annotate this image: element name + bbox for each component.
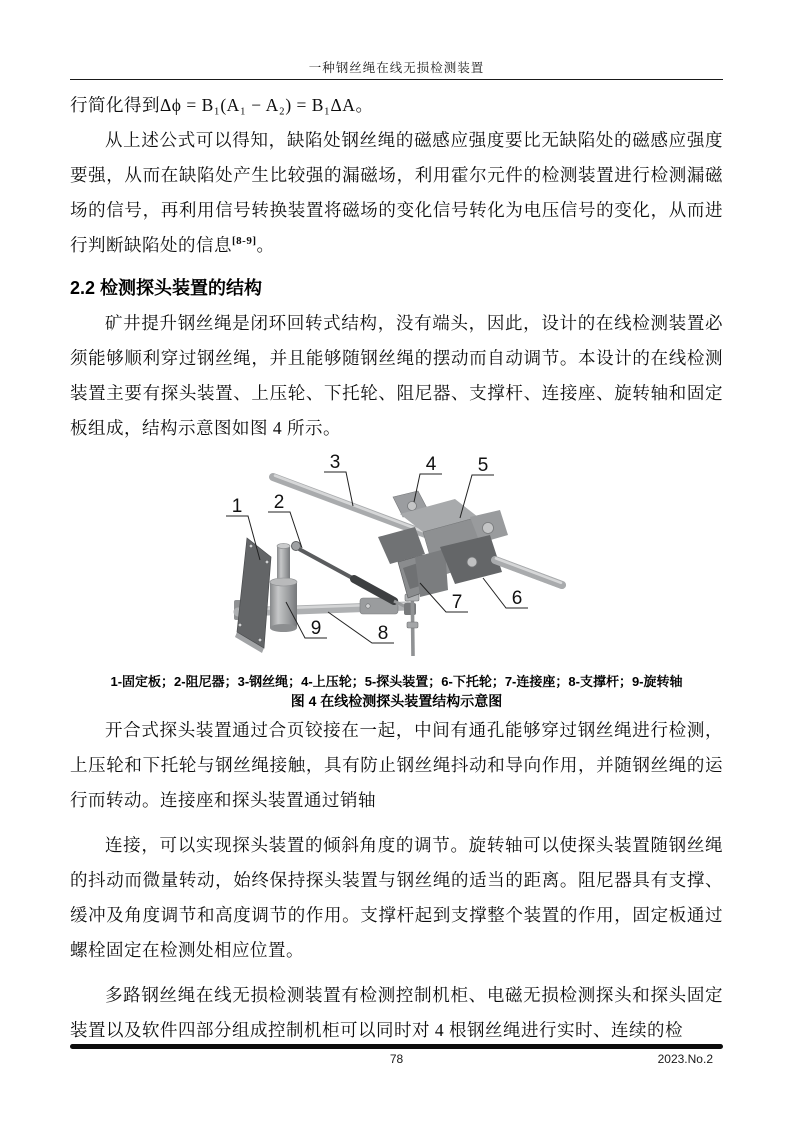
rotation-shaft-shape (270, 543, 297, 632)
callout-9: 9 (310, 618, 322, 639)
formula-end: 。 (355, 95, 374, 115)
paragraph-5: 多路钢丝绳在线无损检测装置有检测控制机柜、电磁无损检测探头和探头固定装置以及软件四部分组成控制机柜可以同时对 4 根钢丝绳进行实时、连续的检 (70, 985, 723, 1040)
callout-2: 2 (273, 492, 285, 513)
callout-3: 3 (329, 452, 341, 473)
running-head: 一种钢丝绳在线无损检测装置 (308, 61, 485, 75)
callout-8: 8 (377, 623, 389, 644)
paragraph-3: 开合式探头装置通过合页铰接在一起，中间有通孔能够穿过钢丝绳进行检测，上压轮和下托轮与钢丝绳接触，具有防止钢丝绳抖动和导向作用，并随钢丝绳的运行而转动。连接座和探头装置通过销轴 (70, 720, 723, 810)
paragraph-1-end: 。 (256, 235, 275, 255)
probe-device-diagram (150, 450, 655, 668)
callout-4: 4 (425, 454, 437, 475)
header-rule (70, 79, 723, 80)
wire-rope-exit-shape (495, 558, 562, 585)
paragraph-1 (70, 123, 723, 263)
citation-ref: [8-9] (232, 235, 257, 248)
formula-expression: Δϕ = B₁(A₁ − A₂) = B₁ΔA (160, 95, 356, 115)
callout-6: 6 (511, 588, 523, 609)
paragraph-4: 连接，可以实现探头装置的倾斜角度的调节。旋转轴可以使探头装置随钢丝绳的抖动而微量转动，始终保持探头装置与钢丝绳的适当的距离。阻尼器具有支撑、缓冲及角度调节和高度调节的作用。支撑杆起到支撑整个装置的作用，固定板通过螺栓固定在检测处相应位置。 (70, 835, 723, 960)
callout-7: 7 (451, 592, 463, 613)
figure-4 (70, 450, 723, 711)
footer-rule (70, 1044, 723, 1049)
fixed-plate-shape (235, 538, 271, 653)
paragraph-1-text: 从上述公式可以得知，缺陷处钢丝绳的磁感应强度要比无缺陷处的磁感应强度要强，从而在缺陷处产生比较强的漏磁场，利用霍尔元件的检测装置进行检测漏磁场的信号，再利用信号转换装置将磁场的变化信号转化为电压信号的变化，从而进行判断缺陷处的信息 (70, 130, 723, 255)
page-number: 78 (389, 1051, 404, 1066)
formula-prefix: 行简化得到 (70, 95, 160, 115)
probe-device-shape (378, 491, 508, 597)
issue-label: 2023.No.2 (657, 1051, 713, 1066)
callout-1: 1 (231, 496, 243, 517)
figure-legend: 1-固定板；2-阻尼器；3-钢丝绳；4-上压轮；5-探头装置；6-下托轮；7-连接座；8-支撑杆；9-旋转轴 (110, 674, 683, 689)
callout-5: 5 (477, 455, 489, 476)
page-header (70, 58, 723, 80)
footer-row (70, 1052, 723, 1068)
paragraph-2: 矿井提升钢丝绳是闭环回转式结构，没有端头，因此，设计的在线检测装置必须能够顺利穿过钢丝绳，并且能够随钢丝绳的摆动而自动调节。本设计的在线检测装置主要有探头装置、上压轮、下托轮、阻尼器、支撑杆、连接座、旋转轴和固定板组成，结构示意图如图 4 所示。 (70, 313, 723, 438)
formula-line (70, 88, 723, 123)
section-heading: 2.2 检测探头装置的结构 (70, 278, 263, 298)
page-footer (70, 1044, 723, 1068)
figure-caption: 图 4 在线检测探头装置结构示意图 (290, 693, 503, 709)
